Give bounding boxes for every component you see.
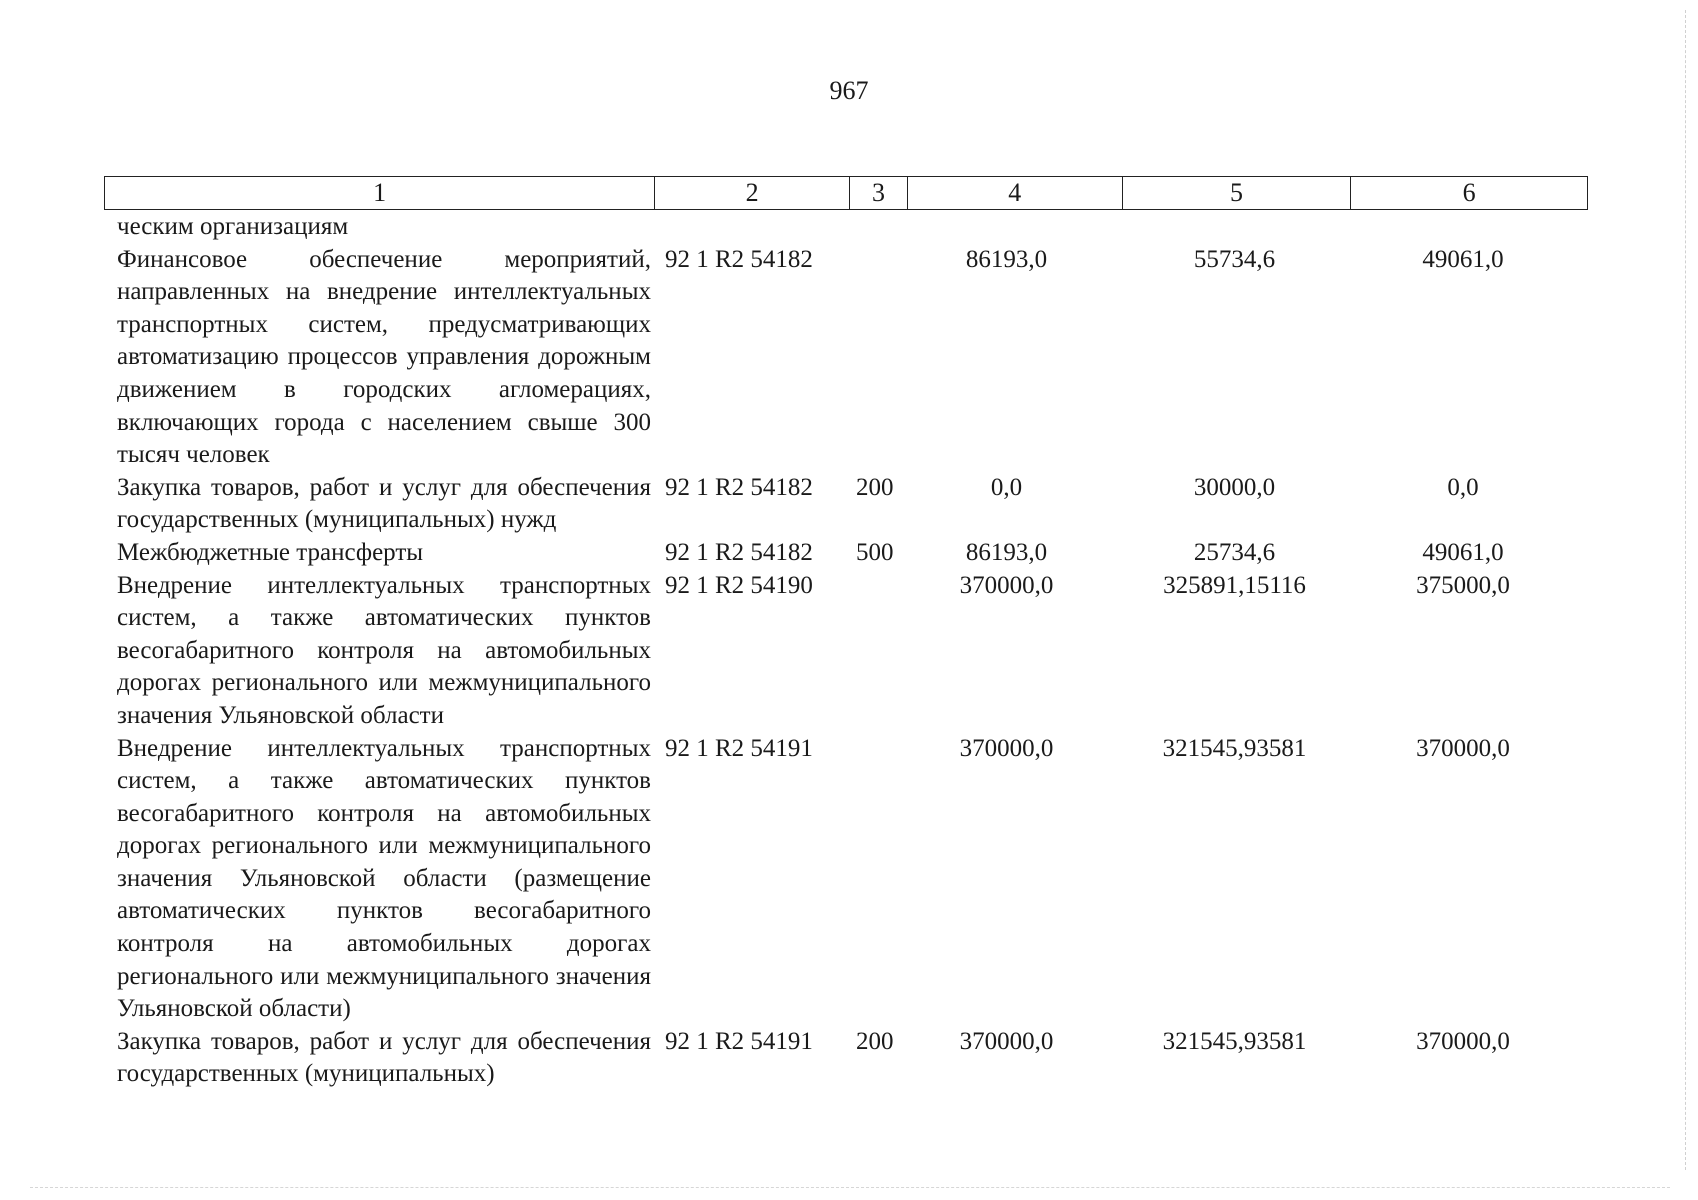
header-col-2: 2 [655, 177, 850, 209]
row-value-3: 370000,0 [1416, 734, 1510, 762]
table-row [104, 570, 1588, 733]
table-row [104, 244, 1588, 472]
row-value-1: 370000,0 [959, 734, 1054, 762]
table-row [104, 472, 1588, 537]
row-value-1: 86193,0 [965, 245, 1048, 273]
table-row [104, 733, 1588, 1026]
row-type: 500 [856, 538, 894, 566]
scan-edge-bottom [30, 1185, 1670, 1188]
row-value-1: 370000,0 [959, 571, 1054, 599]
row-name: Внедрение интеллектуальных транспортных систем, а также автоматических пунктов весогабаритного контроля на автомобильных дорогах регионального или межмуниципального значения Ульяновской области (размещение автоматических пунктов весогабаритного контроля на автомобильных дорогах регионального или межмуниципального значения Ульяновской области) [117, 734, 651, 1023]
header-col-3: 3 [850, 177, 908, 209]
row-value-2: 321545,93581 [1162, 734, 1307, 762]
row-value-2: 30000,0 [1193, 473, 1276, 501]
row-name: Внедрение интеллектуальных транспортных систем, а также автоматических пунктов весогабаритного контроля на автомобильных дорогах регионального или межмуниципального значения Ульяновской области [117, 571, 651, 729]
row-code: 92 1 R2 54182 [665, 538, 813, 566]
header-col-6: 6 [1462, 178, 1476, 207]
row-value-1: 86193,0 [965, 538, 1048, 566]
row-code: 92 1 R2 54190 [665, 571, 813, 599]
row-name: Финансовое обеспечение мероприятий, направленных на внедрение интеллектуальных транспортных систем, предусматривающих автоматизацию процессов управления дорожным движением в городских агломерациях, включающих города с населением свыше 300 тысяч человек [117, 245, 651, 469]
row-code: 92 1 R2 54191 [665, 734, 813, 762]
table-row [104, 537, 1588, 570]
row-value-3: 49061,0 [1422, 538, 1504, 566]
row-value-2: 325891,15116 [1163, 571, 1306, 599]
row-name: Межбюджетные трансферты [117, 538, 424, 566]
row-value-3: 0,0 [1447, 473, 1479, 501]
row-value-3: 49061,0 [1422, 245, 1504, 273]
header-col-5: 5 [1123, 177, 1352, 209]
header-col-1: 1 [105, 177, 655, 209]
page-number: 967 [829, 76, 869, 105]
row-value-1: 0,0 [990, 473, 1023, 501]
table-row [104, 211, 1588, 244]
row-value-2: 25734,6 [1193, 538, 1276, 566]
row-value-3: 375000,0 [1416, 571, 1510, 599]
header-col-4: 4 [908, 177, 1123, 209]
row-name: Закупка товаров, работ и услуг для обеспечения государственных (муниципальных) [117, 1027, 651, 1088]
row-value-2: 321545,93581 [1162, 1027, 1307, 1055]
row-type: 200 [856, 1027, 894, 1055]
row-code: 92 1 R2 54191 [665, 1027, 813, 1055]
table-body [104, 211, 1588, 1091]
row-value-3: 370000,0 [1416, 1027, 1510, 1055]
row-name: ческим организациям [117, 213, 349, 240]
table-header [104, 176, 1588, 210]
row-code: 92 1 R2 54182 [665, 245, 813, 273]
scan-edge-right [1683, 10, 1686, 1170]
table-row [104, 1026, 1588, 1091]
row-code: 92 1 R2 54182 [665, 473, 813, 501]
row-name: Закупка товаров, работ и услуг для обеспечения государственных (муниципальных) нужд [117, 473, 651, 534]
row-value-2: 55734,6 [1193, 245, 1276, 273]
row-value-1: 370000,0 [959, 1027, 1054, 1055]
row-type: 200 [856, 473, 894, 501]
